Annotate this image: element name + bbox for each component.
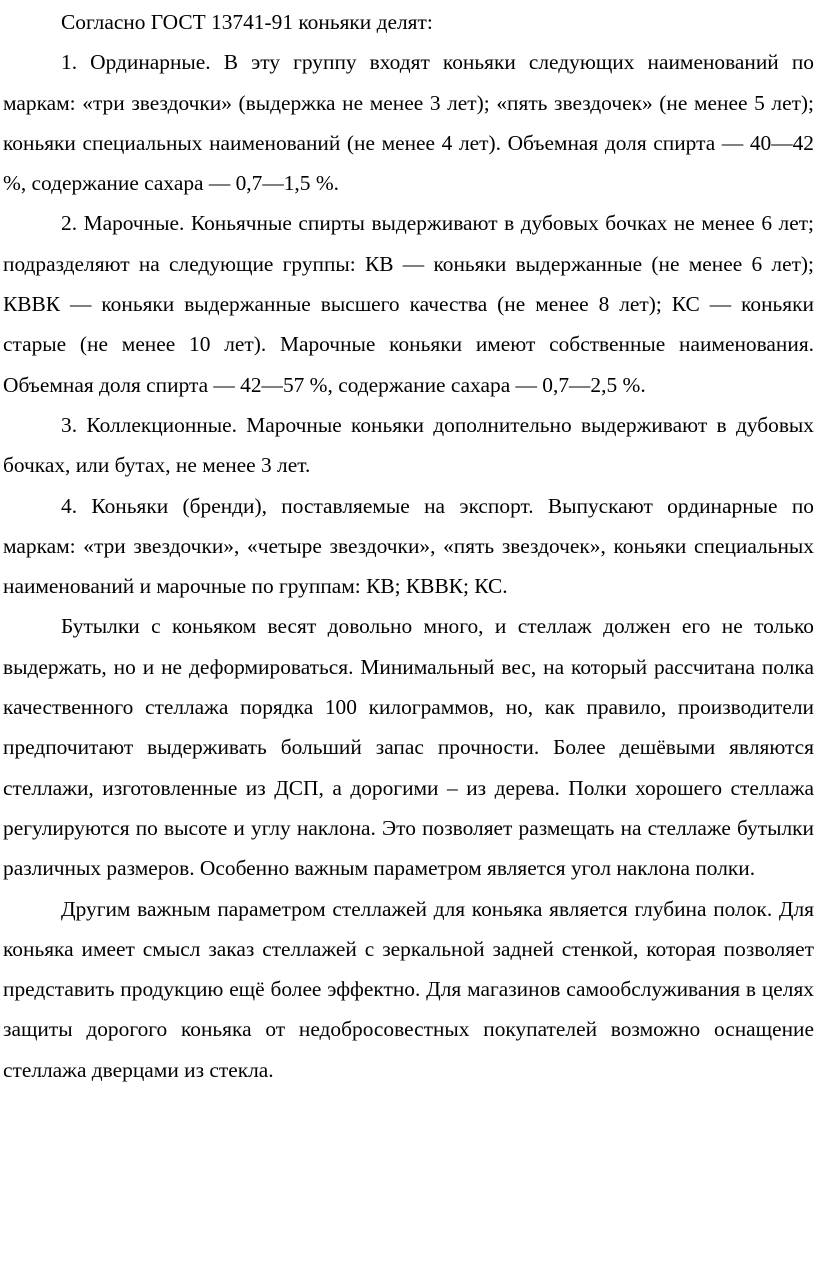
- paragraph-rack-weight: Бутылки с коньяком весят довольно много, и стеллаж должен его не только выдержать, но и не деформироваться. Минимальный вес, на который рассчитана полка качественного стеллажа порядка 100 килограммов, но, как правило, производители предпочитают выдерживать больший запас прочности. Более дешёвыми являются стеллажи, изготовленные из ДСП, а дорогими – из дерева. Полки хорошего стеллажа регулируются по высоте и углу наклона. Это позволяет размещать на стеллаже бутылки различных размеров. Особенно важным параметром является угол наклона полки.: [3, 614, 814, 881]
- paragraph-collection: 3. Коллекционные. Марочные коньяки дополнительно выдерживают в дубовых бочках, или бутах, не менее 3 лет.: [3, 412, 814, 478]
- paragraph-rack-depth: Другим важным параметром стеллажей для коньяка является глубина полок. Для коньяка имеет смысл заказ стеллажей с зеркальной задней стенкой, которая позволяет представить продукцию ещё более эффектно. Для магазинов самообслуживания в целях защиты дорогого коньяка от недобросовестных покупателей возможно оснащение стеллажа дверцами из стекла.: [3, 896, 814, 1082]
- paragraph-export: 4. Коньяки (бренди), поставляемые на экспорт. Выпускают ординарные по маркам: «три звездочки», «четыре звездочки», «пять звездочек», коньяки специальных наименований и марочные по группам: КВ; КВВК; КС.: [3, 493, 814, 599]
- paragraph-vintage: 2. Марочные. Коньячные спирты выдерживают в дубовых бочках не менее 6 лет; подразделяют на следующие группы: КВ — коньяки выдержанные (не менее 6 лет); КВВК — коньяки выдержанные высшего качества (не менее 8 лет); КС — коньяки старые (не менее 10 лет). Марочные коньяки имеют собственные наименования. Объемная доля спирта — 42—57 %, содержание сахара — 0,7—2,5 %.: [3, 211, 814, 397]
- intro-paragraph: Согласно ГОСТ 13741-91 коньяки делят:: [61, 10, 433, 34]
- paragraph-ordinary: 1. Ординарные. В эту группу входят коньяки следующих наименований по маркам: «три звездочки» (выдержка не менее 3 лет); «пять звездочек» (не менее 5 лет); коньяки специальных наименований (не менее 4 лет). Объемная доля спирта — 40—42 %, содержание сахара — 0,7—1,5 %.: [3, 50, 814, 196]
